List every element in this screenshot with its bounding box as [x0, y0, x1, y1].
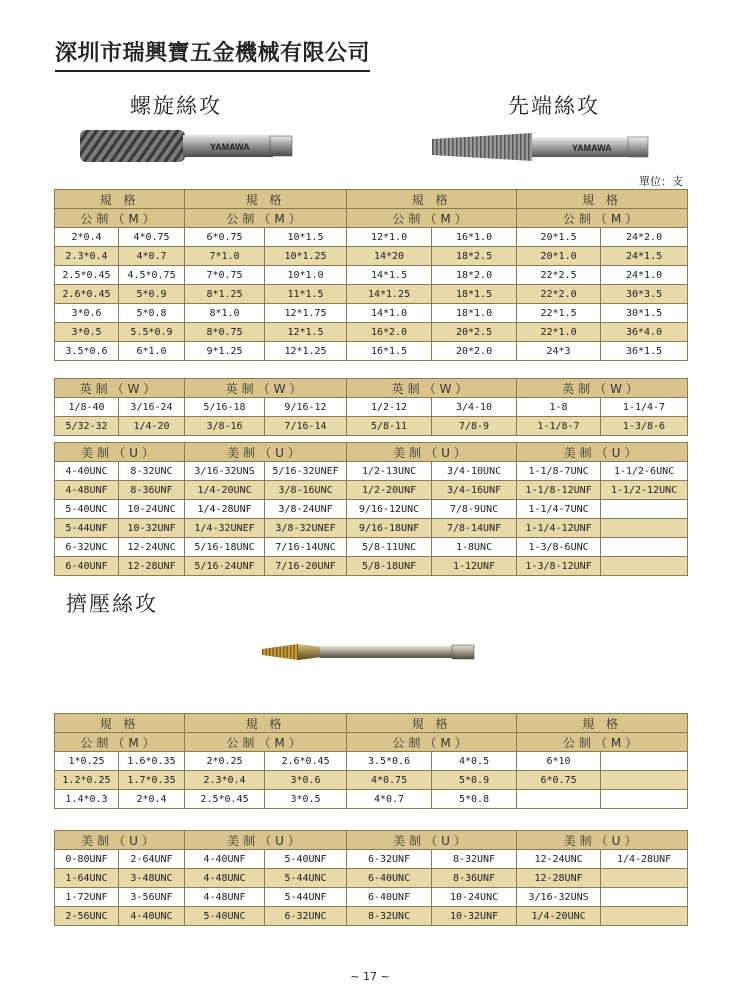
- table-cell: 7/16-14UNC: [265, 538, 347, 557]
- metric-header: 公制（M）: [347, 733, 517, 752]
- table-cell: 8-32UNC: [119, 462, 185, 481]
- cut-american-table: [54, 442, 688, 576]
- table-cell: 12-28UNF: [119, 557, 185, 576]
- table-cell: 9/16-18UNF: [347, 519, 432, 538]
- american-header: 美制（U）: [55, 443, 185, 462]
- american-header: 美制（U）: [55, 831, 185, 850]
- table-cell: 2.6*0.45: [265, 752, 347, 771]
- spec-header: 規 格: [347, 190, 517, 209]
- whitworth-header: 英制（W）: [55, 379, 185, 398]
- table-cell: 3/8-32UNEF: [265, 519, 347, 538]
- metric-header: 公制（M）: [185, 209, 347, 228]
- table-cell: 36*4.0: [601, 323, 688, 342]
- table-cell: 30*1.5: [601, 304, 688, 323]
- table-cell: [601, 869, 688, 888]
- table-cell: [601, 500, 688, 519]
- table-cell: 2-56UNC: [55, 907, 119, 926]
- table-cell: [601, 752, 688, 771]
- table-cell: 12*1.25: [265, 342, 347, 361]
- table-cell: 1.4*0.3: [55, 790, 119, 809]
- table-cell: 2.3*0.4: [185, 771, 265, 790]
- table-row: [55, 752, 688, 771]
- table-cell: 1-12UNF: [432, 557, 517, 576]
- table-cell: 1-1/8-12UNF: [517, 481, 601, 500]
- table-cell: 1/8-40: [55, 398, 119, 417]
- forming-metric-table: [54, 713, 688, 809]
- table-row: [55, 557, 688, 576]
- table-cell: 4*0.75: [119, 228, 185, 247]
- table-cell: 1.2*0.25: [55, 771, 119, 790]
- table-cell: 6-32UNC: [55, 538, 119, 557]
- table-cell: 16*1.0: [432, 228, 517, 247]
- table-cell: 24*3: [517, 342, 601, 361]
- table-cell: 1/2-20UNF: [347, 481, 432, 500]
- table-cell: 36*1.5: [601, 342, 688, 361]
- table-cell: 4-48UNF: [185, 888, 265, 907]
- table-cell: 12-24UNC: [119, 538, 185, 557]
- table-cell: 3/4-16UNF: [432, 481, 517, 500]
- table-row: [55, 907, 688, 926]
- table-cell: 7/16-14: [265, 417, 347, 436]
- table-cell: 22*2.5: [517, 266, 601, 285]
- table-cell: 5-40UNF: [265, 850, 347, 869]
- table-cell: 10*1.0: [265, 266, 347, 285]
- spec-header: 規 格: [55, 190, 185, 209]
- table-cell: 1/4-28UNF: [185, 500, 265, 519]
- table-cell: 1.7*0.35: [119, 771, 185, 790]
- table-cell: 3.5*0.6: [55, 342, 119, 361]
- forming-tap-image: [262, 637, 477, 667]
- table-cell: 11*1.5: [265, 285, 347, 304]
- table-cell: 18*2.5: [432, 247, 517, 266]
- table-cell: [601, 557, 688, 576]
- table-cell: 12-28UNF: [517, 869, 601, 888]
- table-cell: 4*0.7: [347, 790, 432, 809]
- table-cell: 1-3/8-6UNC: [517, 538, 601, 557]
- table-cell: 1-3/8-6: [601, 417, 688, 436]
- table-cell: [601, 519, 688, 538]
- table-cell: 4-48UNC: [185, 869, 265, 888]
- table-cell: 3/4-10: [432, 398, 517, 417]
- table-row: [55, 771, 688, 790]
- table-cell: [601, 771, 688, 790]
- table-cell: 18*1.5: [432, 285, 517, 304]
- table-cell: 2-64UNF: [119, 850, 185, 869]
- table-cell: 20*1.5: [517, 228, 601, 247]
- table-cell: 24*1.0: [601, 266, 688, 285]
- table-cell: 1/4-28UNF: [601, 850, 688, 869]
- table-cell: 6-40UNF: [347, 888, 432, 907]
- table-cell: 4*0.7: [119, 247, 185, 266]
- table-cell: 24*2.0: [601, 228, 688, 247]
- company-name: 深圳市瑞興寶五金機械有限公司: [55, 36, 370, 72]
- table-cell: 5/16-24UNF: [185, 557, 265, 576]
- table-cell: 30*3.5: [601, 285, 688, 304]
- table-cell: 16*1.5: [347, 342, 432, 361]
- table-cell: 1/4-20UNC: [517, 907, 601, 926]
- table-cell: 0-80UNF: [55, 850, 119, 869]
- table-cell: 3-56UNF: [119, 888, 185, 907]
- table-cell: 18*1.0: [432, 304, 517, 323]
- table-cell: 1-3/8-12UNF: [517, 557, 601, 576]
- table-cell: 2.5*0.45: [55, 266, 119, 285]
- table-cell: 1/4-20: [119, 417, 185, 436]
- table-cell: 3*0.6: [265, 771, 347, 790]
- point-tap-title: 先端絲攻: [508, 94, 600, 118]
- table-cell: [601, 538, 688, 557]
- table-row: [55, 304, 688, 323]
- table-cell: 6*10: [517, 752, 601, 771]
- table-row: [55, 481, 688, 500]
- table-cell: 5*0.8: [119, 304, 185, 323]
- forming-tap-title: 擠壓絲攻: [66, 592, 158, 616]
- table-cell: [601, 790, 688, 809]
- point-brand-text: YAMAWA: [572, 143, 612, 153]
- table-cell: 1.6*0.35: [119, 752, 185, 771]
- table-cell: 4-48UNF: [55, 481, 119, 500]
- table-cell: 7/16-20UNF: [265, 557, 347, 576]
- spec-header: 規 格: [185, 190, 347, 209]
- cut-whitworth-table: [54, 378, 688, 436]
- table-cell: 2.3*0.4: [55, 247, 119, 266]
- table-cell: 9*1.25: [185, 342, 265, 361]
- table-cell: 6*0.75: [185, 228, 265, 247]
- table-cell: 2.6*0.45: [55, 285, 119, 304]
- table-cell: 1*0.25: [55, 752, 119, 771]
- table-cell: 4-40UNC: [55, 462, 119, 481]
- table-cell: 18*2.0: [432, 266, 517, 285]
- table-cell: 5-44UNC: [265, 869, 347, 888]
- table-cell: 3.5*0.6: [347, 752, 432, 771]
- table-cell: 9/16-12: [265, 398, 347, 417]
- table-cell: 6-32UNC: [265, 907, 347, 926]
- table-cell: 4-40UNF: [185, 850, 265, 869]
- table-cell: 2.5*0.45: [185, 790, 265, 809]
- table-cell: [601, 888, 688, 907]
- unit-label: 單位：支: [639, 175, 683, 188]
- table-cell: 1-1/4-7: [601, 398, 688, 417]
- table-cell: 8-36UNF: [432, 869, 517, 888]
- table-cell: 6-40UNC: [347, 869, 432, 888]
- spec-header: 規 格: [517, 190, 688, 209]
- table-cell: 6-40UNF: [55, 557, 119, 576]
- table-cell: 3*0.6: [55, 304, 119, 323]
- table-cell: 10-24UNC: [432, 888, 517, 907]
- table-cell: 1/2-12: [347, 398, 432, 417]
- table-cell: 1-8: [517, 398, 601, 417]
- table-cell: 14*20: [347, 247, 432, 266]
- table-cell: 22*1.0: [517, 323, 601, 342]
- table-row: [55, 462, 688, 481]
- metric-header: 公制（M）: [185, 733, 347, 752]
- forming-american-table: [54, 830, 688, 926]
- american-header: 美制（U）: [517, 443, 688, 462]
- table-cell: 1-1/4-7UNC: [517, 500, 601, 519]
- table-cell: 14*1.0: [347, 304, 432, 323]
- table-cell: 1-8UNC: [432, 538, 517, 557]
- table-cell: 1/4-32UNEF: [185, 519, 265, 538]
- table-cell: 3*0.5: [55, 323, 119, 342]
- metric-header: 公制（M）: [517, 209, 688, 228]
- table-cell: 5*0.9: [119, 285, 185, 304]
- table-cell: 1-64UNC: [55, 869, 119, 888]
- table-cell: 3/16-24: [119, 398, 185, 417]
- table-cell: 2*0.4: [55, 228, 119, 247]
- table-cell: 5/32-32: [55, 417, 119, 436]
- american-header: 美制（U）: [347, 831, 517, 850]
- table-cell: 8*1.0: [185, 304, 265, 323]
- cut-metric-table: [54, 189, 688, 361]
- table-cell: 5/16-32UNEF: [265, 462, 347, 481]
- american-header: 美制（U）: [185, 831, 347, 850]
- table-row: [55, 417, 688, 436]
- table-cell: 5/16-18UNC: [185, 538, 265, 557]
- table-cell: 5-40UNC: [185, 907, 265, 926]
- table-cell: 3-48UNC: [119, 869, 185, 888]
- table-cell: 10-32UNF: [119, 519, 185, 538]
- table-cell: [517, 790, 601, 809]
- table-cell: 3/16-32UNS: [517, 888, 601, 907]
- table-cell: 9/16-12UNC: [347, 500, 432, 519]
- table-cell: 5/8-11UNC: [347, 538, 432, 557]
- table-cell: 22*1.5: [517, 304, 601, 323]
- table-cell: 8-36UNF: [119, 481, 185, 500]
- page-number: ~ 17 ~: [350, 970, 390, 983]
- american-header: 美制（U）: [347, 443, 517, 462]
- table-cell: 7/8-14UNF: [432, 519, 517, 538]
- table-cell: 10-24UNC: [119, 500, 185, 519]
- table-cell: 20*2.0: [432, 342, 517, 361]
- table-row: [55, 266, 688, 285]
- table-row: [55, 228, 688, 247]
- table-cell: 5*0.8: [432, 790, 517, 809]
- spec-header: 規 格: [185, 714, 347, 733]
- table-cell: 14*1.25: [347, 285, 432, 304]
- whitworth-header: 英制（W）: [185, 379, 347, 398]
- table-cell: 6-32UNF: [347, 850, 432, 869]
- table-cell: 2*0.4: [119, 790, 185, 809]
- table-cell: 4*0.5: [432, 752, 517, 771]
- spec-header: 規 格: [347, 714, 517, 733]
- table-row: [55, 285, 688, 304]
- table-cell: 3/16-32UNS: [185, 462, 265, 481]
- table-cell: 1-1/2-12UNC: [601, 481, 688, 500]
- metric-header: 公制（M）: [55, 733, 185, 752]
- table-row: [55, 888, 688, 907]
- table-row: [55, 247, 688, 266]
- metric-header: 公制（M）: [55, 209, 185, 228]
- whitworth-header: 英制（W）: [347, 379, 517, 398]
- table-cell: [601, 907, 688, 926]
- table-cell: 16*2.0: [347, 323, 432, 342]
- table-cell: 5-40UNC: [55, 500, 119, 519]
- table-cell: 1-1/8-7UNC: [517, 462, 601, 481]
- table-cell: 3*0.5: [265, 790, 347, 809]
- table-cell: 5*0.9: [432, 771, 517, 790]
- table-row: [55, 342, 688, 361]
- spiral-tap-image: [80, 126, 295, 168]
- table-cell: 7/8-9UNC: [432, 500, 517, 519]
- metric-header: 公制（M）: [517, 733, 688, 752]
- table-cell: 7*1.0: [185, 247, 265, 266]
- table-row: [55, 500, 688, 519]
- spec-header: 規 格: [55, 714, 185, 733]
- table-cell: 1/2-13UNC: [347, 462, 432, 481]
- table-cell: 5.5*0.9: [119, 323, 185, 342]
- table-cell: 5/8-11: [347, 417, 432, 436]
- table-cell: 8*1.25: [185, 285, 265, 304]
- spiral-tap-title: 螺旋絲攻: [130, 94, 222, 118]
- table-cell: 10*1.5: [265, 228, 347, 247]
- table-row: [55, 398, 688, 417]
- metric-header: 公制（M）: [347, 209, 517, 228]
- table-cell: 1-1/2-6UNC: [601, 462, 688, 481]
- table-cell: 3/8-24UNF: [265, 500, 347, 519]
- table-cell: 5-44UNF: [55, 519, 119, 538]
- spiral-brand-text: YAMAWA: [210, 142, 250, 152]
- table-cell: 3/8-16UNC: [265, 481, 347, 500]
- table-cell: 1-1/8-7: [517, 417, 601, 436]
- table-row: [55, 850, 688, 869]
- point-tap-image: [432, 128, 652, 168]
- table-cell: 5-44UNF: [265, 888, 347, 907]
- table-cell: 1-1/4-12UNF: [517, 519, 601, 538]
- table-row: [55, 790, 688, 809]
- table-cell: 6*1.0: [119, 342, 185, 361]
- american-header: 美制（U）: [517, 831, 688, 850]
- table-cell: 8-32UNC: [347, 907, 432, 926]
- table-cell: 24*1.5: [601, 247, 688, 266]
- table-row: [55, 323, 688, 342]
- table-cell: 3/8-16: [185, 417, 265, 436]
- table-cell: 12*1.5: [265, 323, 347, 342]
- table-cell: 4*0.75: [347, 771, 432, 790]
- table-cell: 4.5*0.75: [119, 266, 185, 285]
- table-cell: 8-32UNF: [432, 850, 517, 869]
- table-cell: 12*1.0: [347, 228, 432, 247]
- table-row: [55, 519, 688, 538]
- table-cell: 8*0.75: [185, 323, 265, 342]
- table-row: [55, 538, 688, 557]
- table-cell: 4-40UNC: [119, 907, 185, 926]
- table-cell: 12*1.75: [265, 304, 347, 323]
- whitworth-header: 英制（W）: [517, 379, 688, 398]
- table-cell: 20*1.0: [517, 247, 601, 266]
- table-cell: 5/8-18UNF: [347, 557, 432, 576]
- table-cell: 22*2.0: [517, 285, 601, 304]
- table-cell: 5/16-18: [185, 398, 265, 417]
- table-cell: 7/8-9: [432, 417, 517, 436]
- table-cell: 6*0.75: [517, 771, 601, 790]
- table-cell: 14*1.5: [347, 266, 432, 285]
- table-cell: 3/4-10UNC: [432, 462, 517, 481]
- american-header: 美制（U）: [185, 443, 347, 462]
- table-cell: 10-32UNF: [432, 907, 517, 926]
- table-row: [55, 869, 688, 888]
- table-cell: 1-72UNF: [55, 888, 119, 907]
- table-cell: 10*1.25: [265, 247, 347, 266]
- table-cell: 2*0.25: [185, 752, 265, 771]
- table-cell: 20*2.5: [432, 323, 517, 342]
- table-cell: 1/4-20UNC: [185, 481, 265, 500]
- table-cell: 7*0.75: [185, 266, 265, 285]
- table-cell: 12-24UNC: [517, 850, 601, 869]
- spec-header: 規 格: [517, 714, 688, 733]
